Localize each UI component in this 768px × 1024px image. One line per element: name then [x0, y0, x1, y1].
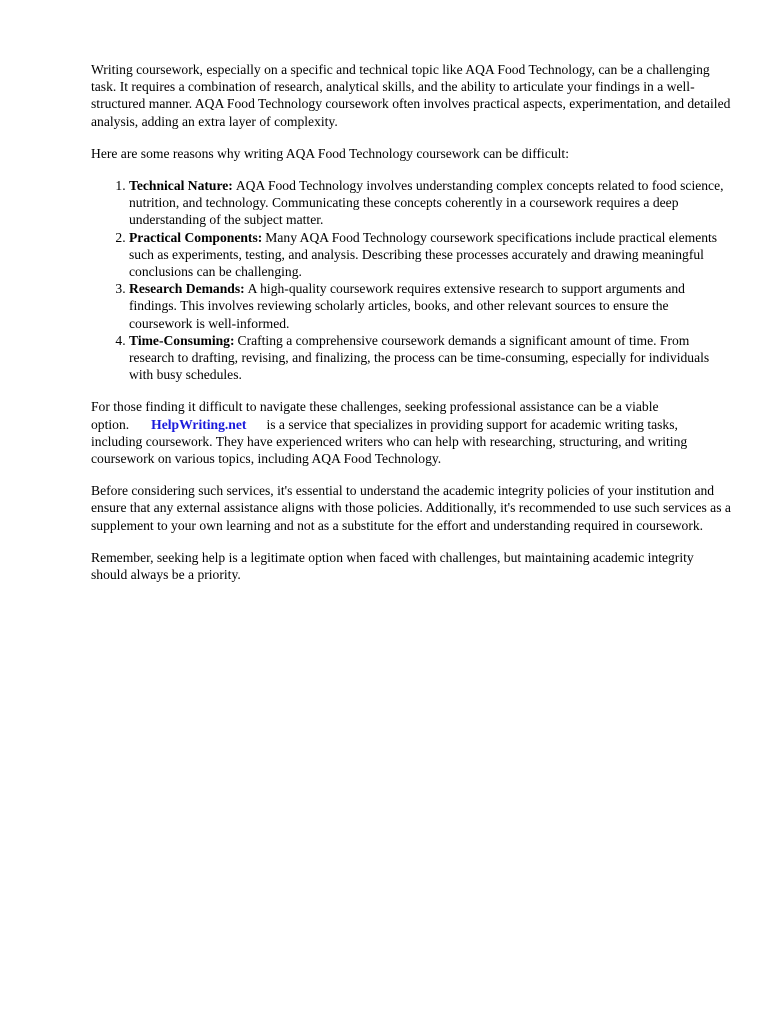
reason-item-practical-components — [129, 229, 731, 281]
reason-text: AQA Food Technology involves understanding complex concepts related to food science, nutrition, and technology. Communicating these concepts coherently in a coursework requires a deep understanding of the subject matter. — [129, 178, 724, 228]
reason-item-technical-nature — [129, 177, 731, 229]
integrity-paragraph: Before considering such services, it's essential to understand the academic integrity policies of your institution and ensure that any external assistance aligns with those policies. Additionally, it's recommended to use such services as a supplement to your own learning and not as a substitute for the effort and understanding required in coursework. — [91, 483, 731, 533]
reason-text: Many AQA Food Technology coursework specifications include practical elements such as experiments, testing, and analysis. Describing these processes accurately and drawing meaningful conclusions can be challenging. — [129, 229, 718, 280]
reasons-list — [91, 177, 731, 383]
reason-term: Research Demands: — [129, 281, 245, 297]
reason-item-time-consuming — [129, 332, 731, 384]
reason-text: Crafting a comprehensive coursework demands a significant amount of time. From research to drafting, revising, and finalizing, the process can be time-consuming, especially for individuals with busy schedules. — [129, 332, 710, 383]
closing-paragraph: Remember, seeking help is a legitimate option when faced with challenges, but maintaining academic integrity should always be a priority. — [91, 549, 694, 583]
reason-term: Practical Components: — [129, 229, 263, 245]
reason-term: Time-Consuming: — [129, 332, 235, 348]
assistance-text-before: For those finding it difficult to navigate these challenges, seeking professional assistance can be a viable option. — [91, 399, 659, 432]
reason-item-research-demands — [129, 280, 731, 332]
assistance-text-after: is a service that specializes in providing support for academic writing tasks, including coursework. They have experienced writers who can help with researching, structuring, and writing coursework on various topics, including AQA Food Technology. — [91, 416, 688, 467]
helpwriting-link[interactable]: HelpWriting.net — [151, 416, 247, 432]
reason-text: A high-quality coursework requires extensive research to support arguments and findings. This involves reviewing scholarly articles, books, and other relevant sources to ensure the coursework is well-informed. — [129, 281, 685, 331]
reasons-lead-paragraph: Here are some reasons why writing AQA Food Technology coursework can be difficult: — [91, 145, 569, 161]
document-page — [91, 61, 731, 598]
intro-paragraph: Writing coursework, especially on a specific and technical topic like AQA Food Technology, can be a challenging task. It requires a combination of research, analytical skills, and the ability to articulate your findings in a well-structured manner. AQA Food Technology coursework often involves practical aspects, experimentation, and detailed analysis, adding an extra layer of complexity. — [91, 62, 731, 129]
reason-term: Technical Nature: — [129, 178, 233, 194]
assistance-paragraph — [91, 398, 731, 467]
